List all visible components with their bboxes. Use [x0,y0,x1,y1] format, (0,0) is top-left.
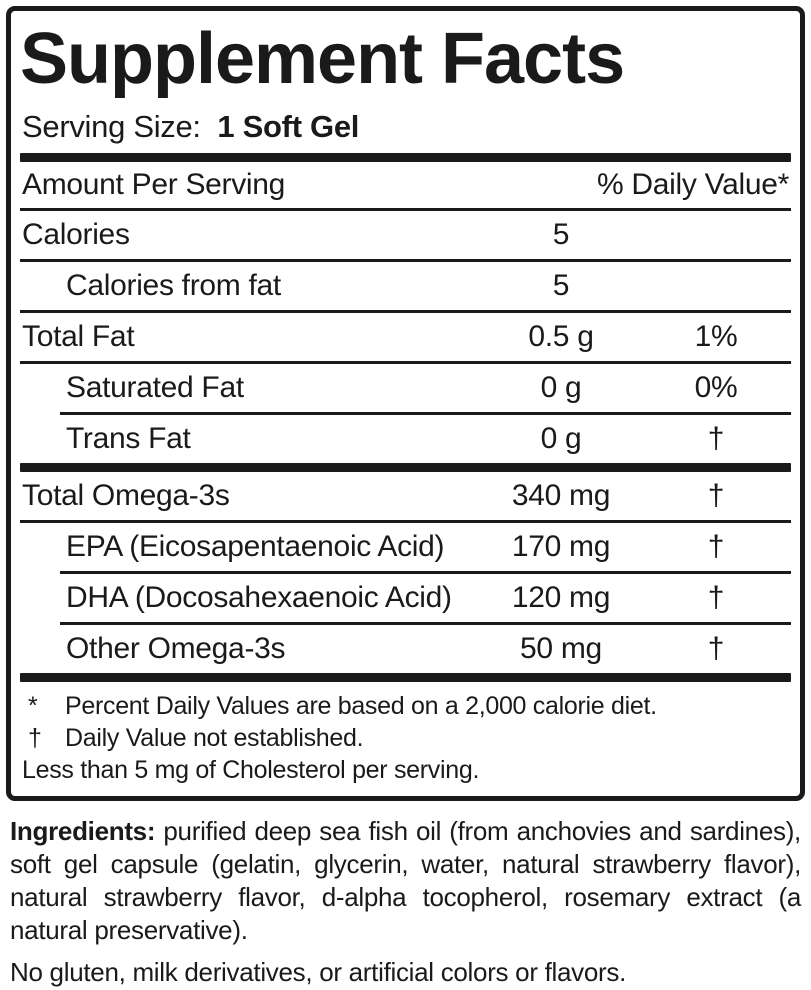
nutrient-daily-value: † [707,632,725,665]
nutrient-name: Trans Fat [66,422,191,455]
ingredients-section [10,815,801,989]
nutrient-daily-value: † [707,422,725,455]
nutrient-row-epa [20,523,791,571]
nutrient-row-total-fat [20,313,791,361]
nutrient-name: Saturated Fat [66,371,244,404]
nutrient-row-saturated-fat [20,364,791,412]
nutrient-amount: 5 [552,269,570,302]
nutrient-name: DHA (Docosahexaenoic Acid) [66,581,452,614]
ingredients-paragraph [10,815,801,947]
footnote-text: Less than 5 mg of Cholesterol per serving. [22,756,480,784]
nutrient-row-dha [20,574,791,622]
thick-rule-top [20,153,791,162]
thick-rule-middle [20,463,791,472]
thick-rule-bottom [20,673,791,682]
serving-size-line [22,107,791,147]
amount-column-header: Amount Per Serving [22,168,286,201]
footnote-dv-not-established [20,722,791,754]
footnote-daily-values [20,690,791,722]
nutrient-daily-value: 1% [694,320,738,353]
serving-size-label: Serving Size: [22,109,201,144]
column-header-row [20,162,791,208]
nutrient-amount: 0 g [540,422,582,455]
footnote-text: Daily Value not established. [65,724,364,752]
supplement-facts-panel [6,6,805,801]
footnotes [20,690,791,786]
nutrient-name: Calories from fat [66,269,281,302]
nutrient-name: Total Fat [22,320,135,353]
nutrient-daily-value: † [707,530,725,563]
nutrient-row-calories-from-fat [20,262,791,310]
nutrient-name: Calories [22,218,130,251]
nutrient-daily-value: 0% [694,371,738,404]
dagger-symbol: † [28,724,42,752]
daily-value-column-header: % Daily Value* [596,168,789,201]
nutrient-amount: 50 mg [520,632,602,665]
nutrient-daily-value: † [707,581,725,614]
nutrient-amount: 0 g [540,371,582,404]
nutrient-name: Other Omega-3s [66,632,286,665]
nutrient-row-other-omega-3s [20,625,791,673]
nutrient-amount: 5 [552,218,570,251]
nutrient-name: EPA (Eicosapentaenoic Acid) [66,530,445,563]
serving-size-value: 1 Soft Gel [217,109,360,144]
footnote-text: Percent Daily Values are based on a 2,000 calorie diet. [65,692,657,720]
nutrient-amount: 120 mg [511,581,611,614]
nutrient-name: Total Omega-3s [22,479,230,512]
nutrient-amount: 0.5 g [528,320,594,353]
nutrient-amount: 340 mg [511,479,611,512]
panel-title: Supplement Facts [20,19,625,99]
nutrient-row-total-omega-3s [20,472,791,520]
allergen-note: No gluten, milk derivatives, or artificial colors or flavors. [10,957,627,987]
footnote-cholesterol [20,754,791,786]
ingredients-label: Ingredients: [10,816,156,846]
asterisk-symbol: * [28,692,38,720]
nutrient-amount: 170 mg [511,530,611,563]
nutrient-row-calories [20,211,791,259]
ingredients-text: purified deep sea fish oil (from anchovies and sardines), soft gel capsule (gelatin, glycerin, water, natural strawberry flavor), natural strawberry flavor, d-alpha tocopherol, rosemary extract (a natural preservative). [10,816,801,945]
nutrient-daily-value: † [707,479,725,512]
nutrient-row-trans-fat [20,415,791,463]
